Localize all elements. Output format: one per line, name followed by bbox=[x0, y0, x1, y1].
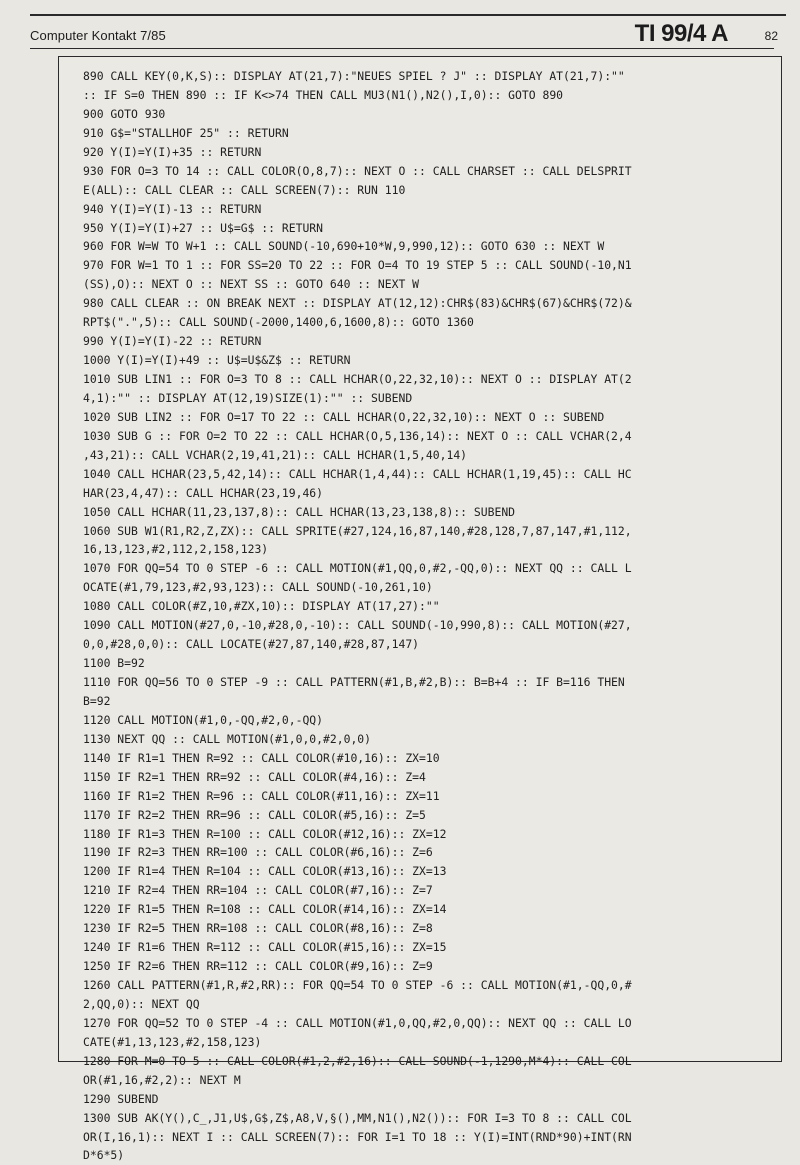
header-rule bbox=[30, 48, 774, 49]
code-line: 1100 B=92 bbox=[83, 656, 145, 671]
code-line: 1150 IF R2=1 THEN RR=92 :: CALL COLOR(#4,16):: Z=4 bbox=[83, 769, 426, 784]
code-line: 1290 SUBEND bbox=[83, 1091, 159, 1106]
code-line: 1090 CALL MOTION(#27,0,-10,#28,0,-10):: CALL SOUND(-10,990,8):: CALL MOTION(#27, bbox=[83, 618, 632, 633]
code-line: 890 CALL KEY(0,K,S):: DISPLAY AT(21,7):"NEUES SPIEL ? J" :: DISPLAY AT(21,7):"" bbox=[83, 69, 625, 83]
code-line: 900 GOTO 930 bbox=[83, 106, 166, 121]
basic-program-listing bbox=[83, 67, 773, 1165]
page-header bbox=[30, 20, 786, 50]
code-line: 1060 SUB W1(R1,R2,Z,ZX):: CALL SPRITE(#27,124,16,87,140,#28,128,7,87,147,#1,112, bbox=[83, 523, 632, 538]
program-listing-box bbox=[58, 56, 782, 1163]
code-line: 1250 IF R2=6 THEN RR=112 :: CALL COLOR(#9,16):: Z=9 bbox=[83, 959, 433, 974]
code-line: 940 Y(I)=Y(I)-13 :: RETURN bbox=[83, 201, 262, 216]
code-line: 1010 SUB LIN1 :: FOR O=3 TO 8 :: CALL HCHAR(O,22,32,10):: NEXT O :: DISPLAY AT(2 bbox=[83, 372, 632, 386]
code-line: :: IF S=0 THEN 890 :: IF K<>74 THEN CALL MU3(N1(),N2(),I,0):: GOTO 890 bbox=[83, 87, 564, 102]
code-line: CATE(#1,13,123,#2,158,123) bbox=[83, 1034, 262, 1049]
code-line: 960 FOR W=W TO W+1 :: CALL SOUND(-10,690+10*W,9,990,12):: GOTO 630 :: NEXT W bbox=[83, 239, 605, 254]
code-line: 1240 IF R1=6 THEN R=112 :: CALL COLOR(#15,16):: ZX=15 bbox=[83, 940, 447, 955]
code-line: (SS),O):: NEXT O :: NEXT SS :: GOTO 640 :: NEXT W bbox=[83, 277, 420, 292]
code-line: 1170 IF R2=2 THEN RR=96 :: CALL COLOR(#5,16):: Z=5 bbox=[83, 807, 426, 822]
code-line: 1200 IF R1=4 THEN R=104 :: CALL COLOR(#13,16):: ZX=13 bbox=[83, 864, 447, 879]
computer-model-title: TI 99/4 A bbox=[634, 20, 728, 47]
code-line: 1280 FOR M=0 TO 5 :: CALL COLOR(#1,2,#2,16):: CALL SOUND(-1,1290,M*4):: CALL COL bbox=[83, 1053, 632, 1068]
code-line: 1160 IF R1=2 THEN R=96 :: CALL COLOR(#11,16):: ZX=11 bbox=[83, 788, 440, 803]
code-line: 1030 SUB G :: FOR O=2 TO 22 :: CALL HCHAR(O,5,136,14):: NEXT O :: CALL VCHAR(2,4 bbox=[83, 428, 632, 443]
code-line: OR(I,16,1):: NEXT I :: CALL SCREEN(7):: FOR I=1 TO 18 :: Y(I)=INT(RND*90)+INT(RN bbox=[83, 1129, 632, 1144]
code-line: 1020 SUB LIN2 :: FOR O=17 TO 22 :: CALL HCHAR(O,22,32,10):: NEXT O :: SUBEND bbox=[83, 409, 605, 424]
code-line: 910 G$="STALLHOF 25" :: RETURN bbox=[83, 125, 289, 140]
code-line: 2,QQ,0):: NEXT QQ bbox=[83, 996, 200, 1011]
code-line: 1080 CALL COLOR(#Z,10,#ZX,10):: DISPLAY AT(17,27):"" bbox=[83, 599, 440, 614]
code-line: 16,13,123,#2,112,2,158,123) bbox=[83, 542, 269, 557]
code-line: 1110 FOR QQ=56 TO 0 STEP -9 :: CALL PATTERN(#1,B,#2,B):: B=B+4 :: IF B=116 THEN bbox=[83, 675, 625, 689]
code-line: 1180 IF R1=3 THEN R=100 :: CALL COLOR(#12,16):: ZX=12 bbox=[83, 826, 447, 841]
code-line: 970 FOR W=1 TO 1 :: FOR SS=20 TO 22 :: FOR O=4 TO 19 STEP 5 :: CALL SOUND(-10,N1 bbox=[83, 258, 632, 273]
code-line: 0,0,#28,0,0):: CALL LOCATE(#27,87,140,#28,87,147) bbox=[83, 637, 420, 652]
code-line: 1220 IF R1=5 THEN R=108 :: CALL COLOR(#14,16):: ZX=14 bbox=[83, 902, 447, 917]
page-number: 82 bbox=[764, 29, 778, 43]
code-line: 1120 CALL MOTION(#1,0,-QQ,#2,0,-QQ) bbox=[83, 712, 324, 727]
code-line: OCATE(#1,79,123,#2,93,123):: CALL SOUND(-10,261,10) bbox=[83, 580, 433, 595]
code-line: 1070 FOR QQ=54 TO 0 STEP -6 :: CALL MOTION(#1,QQ,0,#2,-QQ,0):: NEXT QQ :: CALL L bbox=[83, 561, 632, 576]
magazine-issue: Computer Kontakt 7/85 bbox=[30, 28, 166, 43]
code-line: 1050 CALL HCHAR(11,23,137,8):: CALL HCHAR(13,23,138,8):: SUBEND bbox=[83, 504, 516, 519]
code-line: OR(#1,16,#2,2):: NEXT M bbox=[83, 1072, 241, 1087]
code-line: 950 Y(I)=Y(I)+27 :: U$=G$ :: RETURN bbox=[83, 220, 324, 235]
code-line: B=92 bbox=[83, 693, 111, 708]
code-line: 1140 IF R1=1 THEN R=92 :: CALL COLOR(#10,16):: ZX=10 bbox=[83, 750, 440, 765]
code-line: D*6*5) bbox=[83, 1148, 125, 1163]
code-line: E(ALL):: CALL CLEAR :: CALL SCREEN(7):: RUN 110 bbox=[83, 182, 406, 197]
code-line: 4,1):"" :: DISPLAY AT(12,19)SIZE(1):"" :: SUBEND bbox=[83, 390, 413, 405]
top-rule bbox=[30, 14, 786, 16]
code-line: 1040 CALL HCHAR(23,5,42,14):: CALL HCHAR(1,4,44):: CALL HCHAR(1,19,45):: CALL HC bbox=[83, 466, 632, 481]
code-line: 1270 FOR QQ=52 TO 0 STEP -4 :: CALL MOTION(#1,0,QQ,#2,0,QQ):: NEXT QQ :: CALL LO bbox=[83, 1015, 632, 1030]
code-line: 920 Y(I)=Y(I)+35 :: RETURN bbox=[83, 144, 262, 159]
code-line: 980 CALL CLEAR :: ON BREAK NEXT :: DISPLAY AT(12,12):CHR$(83)&CHR$(67)&CHR$(72)& bbox=[83, 296, 632, 311]
code-line: 1260 CALL PATTERN(#1,R,#2,RR):: FOR QQ=54 TO 0 STEP -6 :: CALL MOTION(#1,-QQ,0,# bbox=[83, 978, 632, 992]
code-line: HAR(23,4,47):: CALL HCHAR(23,19,46) bbox=[83, 485, 324, 500]
code-line: ,43,21):: CALL VCHAR(2,19,41,21):: CALL HCHAR(1,5,40,14) bbox=[83, 447, 468, 462]
code-line: RPT$(".",5):: CALL SOUND(-2000,1400,6,1600,8):: GOTO 1360 bbox=[83, 315, 474, 330]
code-line: 930 FOR O=3 TO 14 :: CALL COLOR(O,8,7):: NEXT O :: CALL CHARSET :: CALL DELSPRIT bbox=[83, 163, 632, 178]
code-line: 1130 NEXT QQ :: CALL MOTION(#1,0,0,#2,0,0) bbox=[83, 731, 372, 746]
code-line: 1000 Y(I)=Y(I)+49 :: U$=U$&Z$ :: RETURN bbox=[83, 353, 351, 368]
code-line: 1230 IF R2=5 THEN RR=108 :: CALL COLOR(#8,16):: Z=8 bbox=[83, 921, 433, 936]
code-line: 1300 SUB AK(Y(),C_,J1,U$,G$,Z$,A8,V,§(),MM,N1(),N2()):: FOR I=3 TO 8 :: CALL COL bbox=[83, 1110, 632, 1125]
code-line: 1190 IF R2=3 THEN RR=100 :: CALL COLOR(#6,16):: Z=6 bbox=[83, 845, 433, 860]
code-line: 1210 IF R2=4 THEN RR=104 :: CALL COLOR(#7,16):: Z=7 bbox=[83, 883, 433, 898]
code-line: 990 Y(I)=Y(I)-22 :: RETURN bbox=[83, 334, 262, 349]
